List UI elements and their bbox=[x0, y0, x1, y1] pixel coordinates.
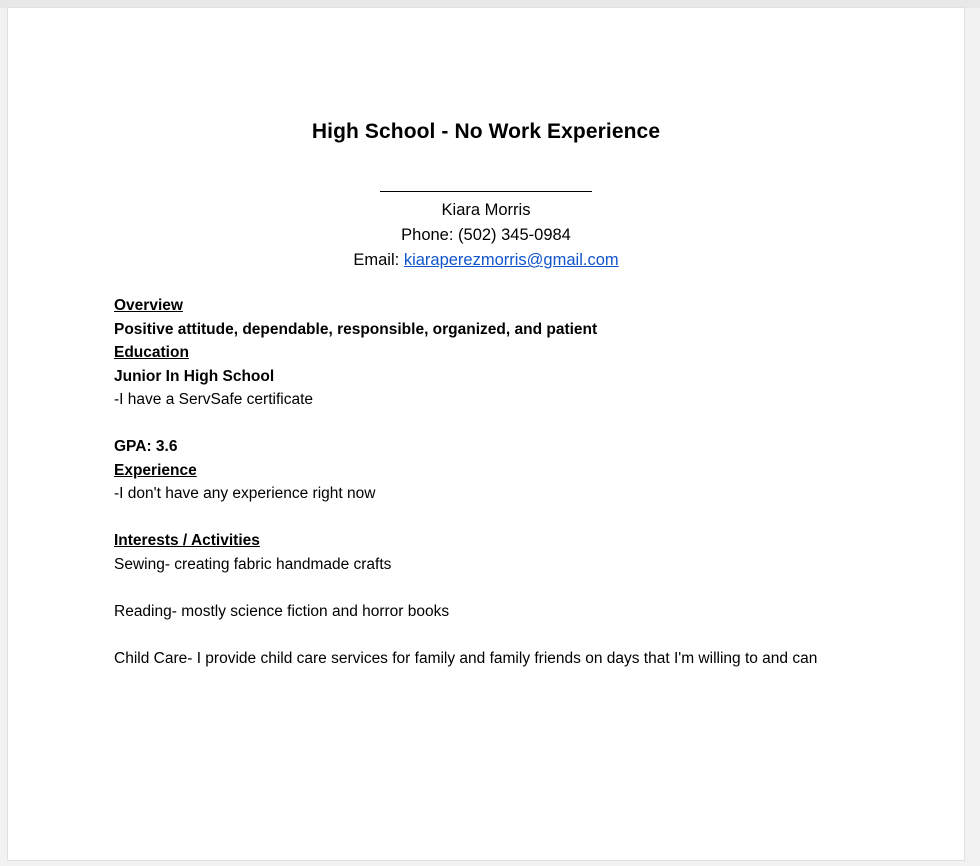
document-page bbox=[8, 8, 964, 860]
resume-body bbox=[114, 294, 914, 670]
blank-line bbox=[114, 576, 914, 600]
email-label: Email: bbox=[353, 251, 404, 269]
education-line-2: -I have a ServSafe certificate bbox=[114, 391, 314, 408]
blank-line bbox=[114, 623, 914, 647]
blank-line bbox=[114, 506, 914, 530]
interests-line-reading: Reading- mostly science fiction and horror books bbox=[114, 602, 450, 620]
section-heading-interests: Interests / Activities bbox=[114, 532, 260, 549]
email-link[interactable]: kiaraperezmorris@gmail.com bbox=[403, 251, 619, 269]
document-content bbox=[8, 8, 964, 860]
candidate-name: Kiara Morris bbox=[441, 201, 531, 219]
section-heading-row bbox=[114, 294, 914, 318]
section-heading-overview: Overview bbox=[114, 297, 183, 314]
top-strip bbox=[0, 0, 980, 8]
phone-line: Phone: (502) 345-0984 bbox=[401, 226, 571, 244]
section-heading-row bbox=[114, 529, 914, 553]
blank-line bbox=[114, 412, 914, 436]
section-heading-row bbox=[114, 341, 914, 365]
section-heading-education: Education bbox=[114, 344, 189, 361]
interests-line-childcare: Child Care- I provide child care services for family and family friends on days that I'm willing to and can bbox=[114, 649, 818, 667]
section-heading-experience: Experience bbox=[114, 461, 197, 479]
education-line-1: Junior In High School bbox=[114, 367, 275, 385]
email-line bbox=[8, 248, 964, 273]
interests-line-sewing: Sewing- creating fabric handmade crafts bbox=[114, 555, 392, 573]
rule-segment bbox=[380, 190, 592, 192]
overview-line-1: Positive attitude, dependable, responsible, organized, and patient bbox=[114, 320, 598, 338]
page-title: High School - No Work Experience bbox=[311, 120, 661, 143]
education-gpa: GPA: 3.6 bbox=[114, 438, 178, 455]
section-heading-row bbox=[114, 459, 914, 483]
contact-block bbox=[8, 198, 964, 273]
experience-line-1: -I don't have any experience right now bbox=[114, 485, 376, 502]
